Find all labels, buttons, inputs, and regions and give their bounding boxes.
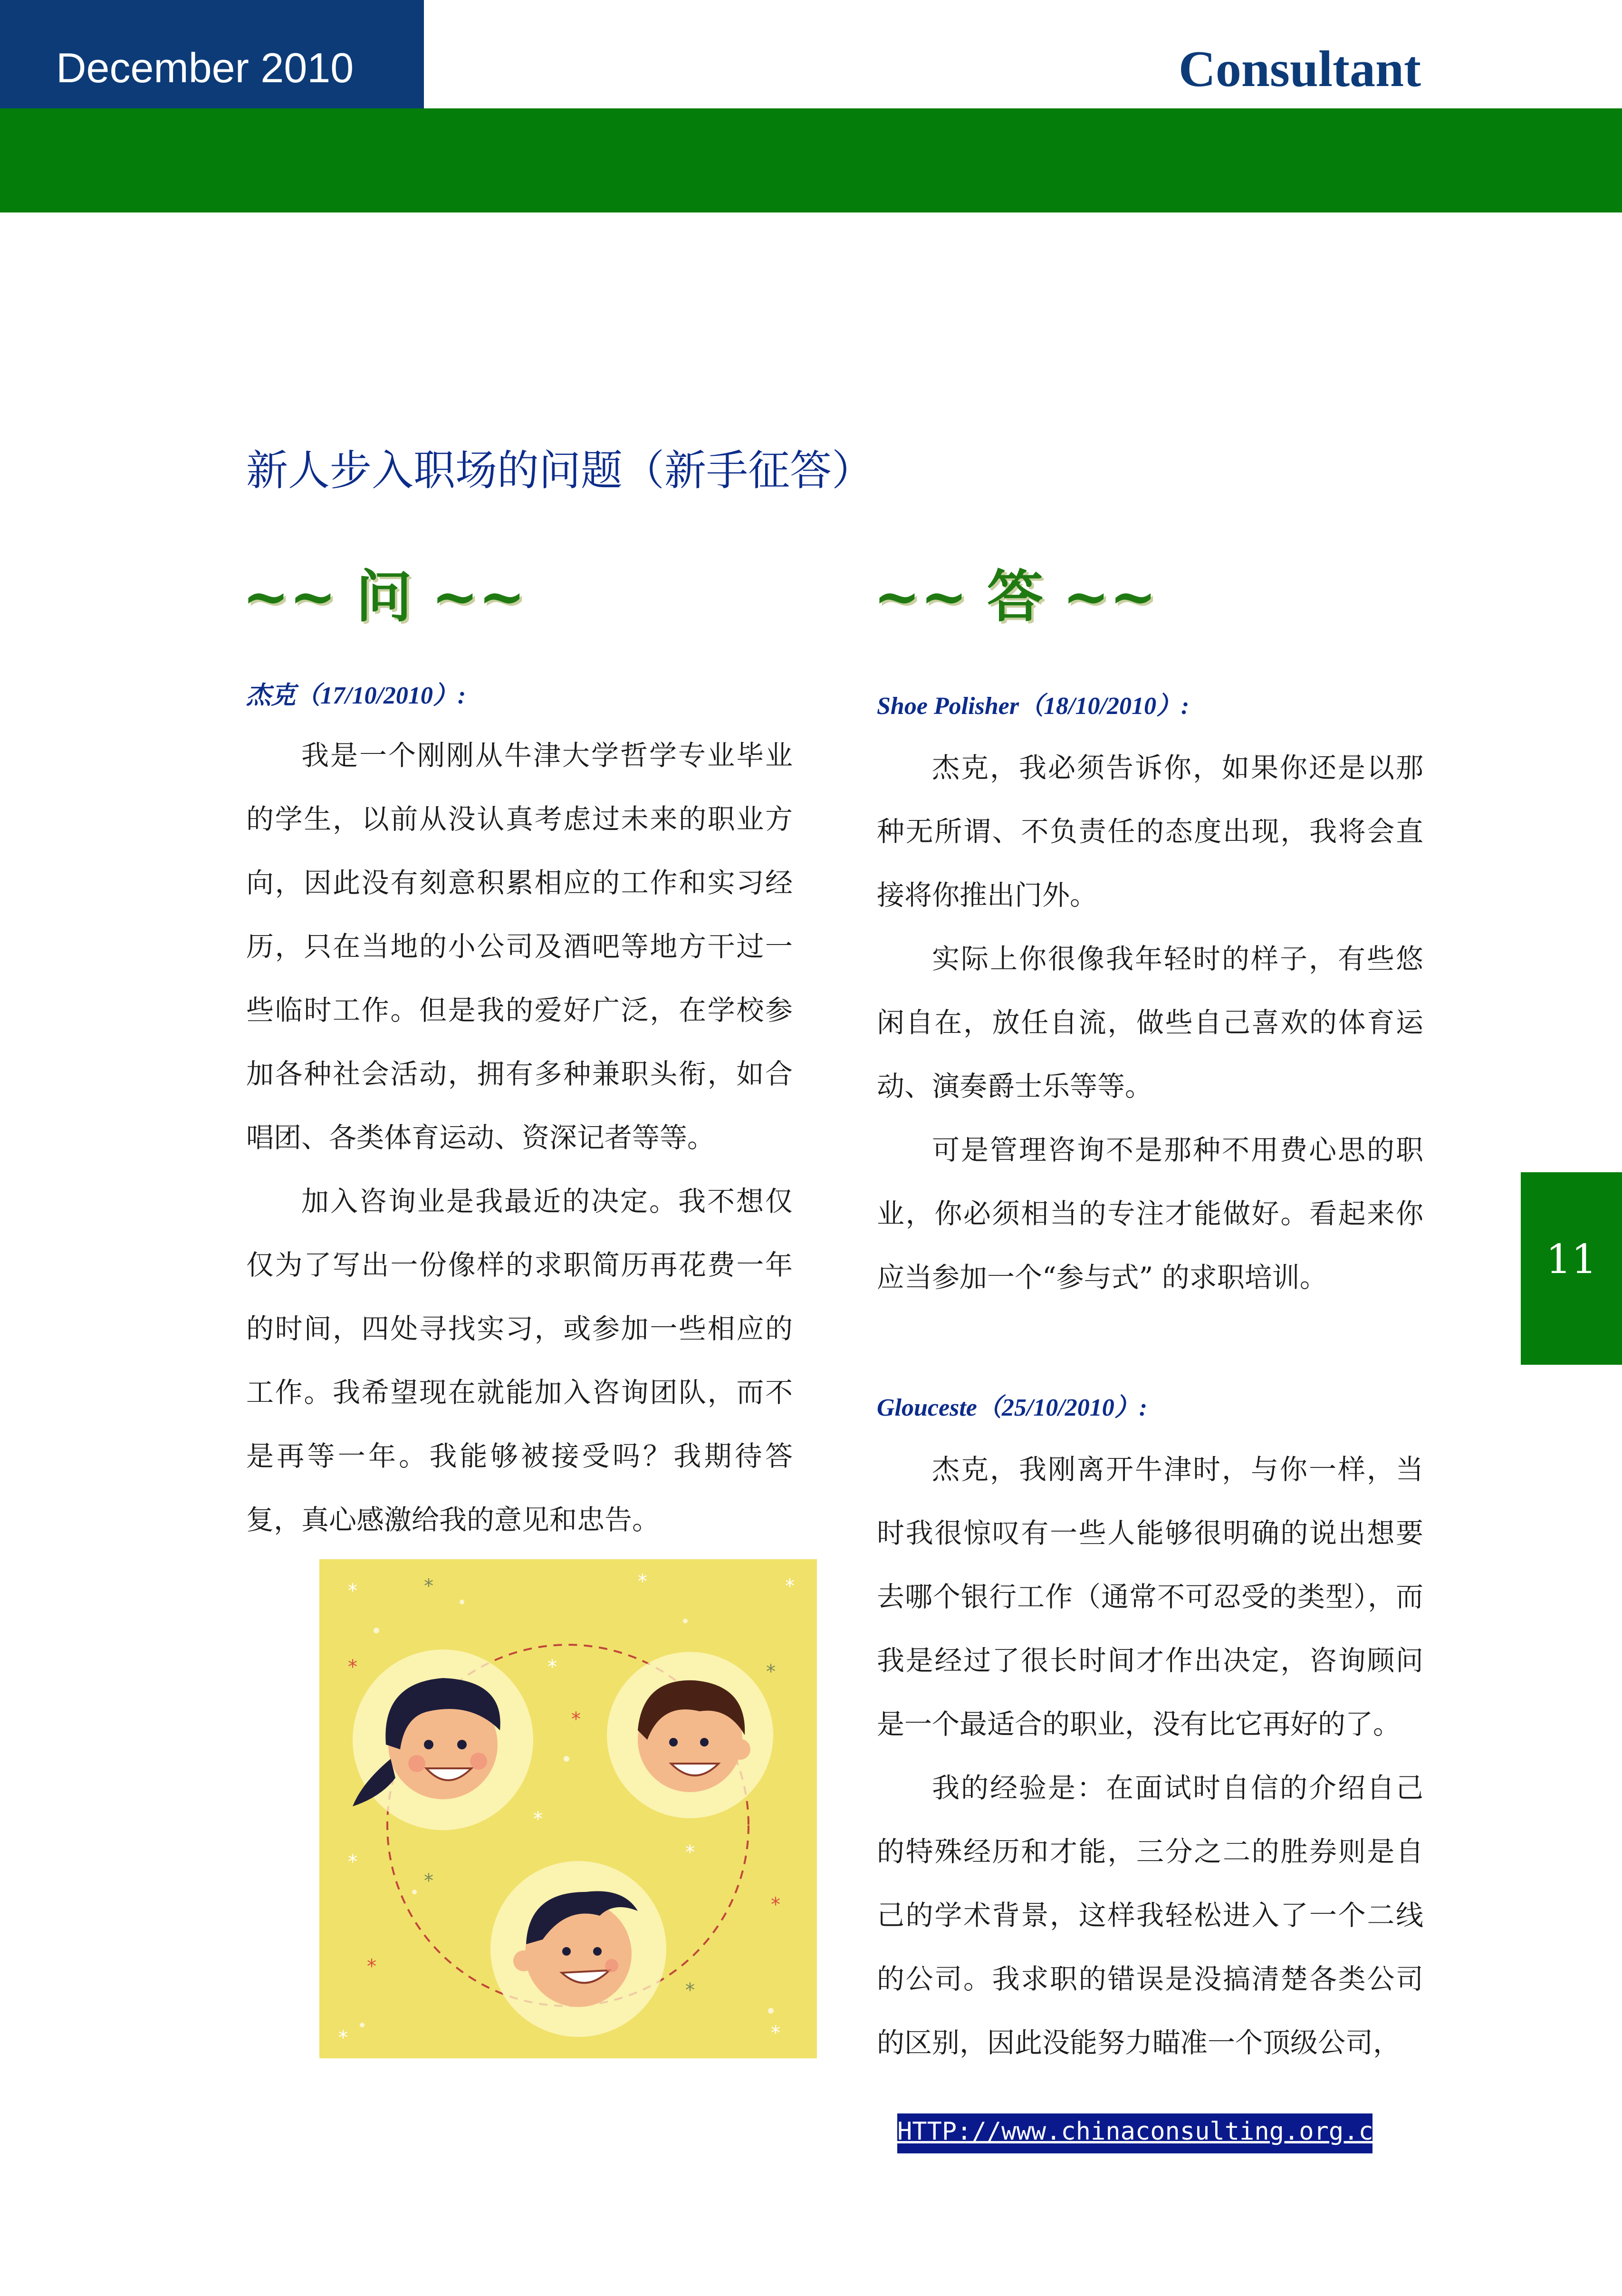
- svg-text:*: *: [571, 1708, 581, 1730]
- svg-text:*: *: [348, 1656, 357, 1678]
- svg-text:*: *: [338, 2027, 348, 2049]
- question-heading: ~~ 问 ~~: [242, 563, 526, 629]
- svg-text:*: *: [547, 1656, 557, 1678]
- answer-paragraph: 杰克，我刚离开牛津时，与你一样，当时我很惊叹有一些人能够很明确的说出想要去哪个银行工作（通常不可忍受的类型），而我是经过了很长时间才作出决定，咨询顾问是一个最适合的职业，没有比它再好的了。: [877, 1453, 1423, 1740]
- svg-text:*: *: [685, 1979, 695, 2001]
- svg-text:*: *: [785, 1575, 795, 1597]
- svg-text:*: *: [771, 1894, 780, 1916]
- header-date: December 2010: [56, 44, 354, 91]
- question-body: [246, 724, 793, 1552]
- svg-text:*: *: [533, 1808, 543, 1830]
- svg-text:*: *: [771, 2022, 780, 2044]
- svg-text:*: *: [766, 1661, 776, 1683]
- svg-text:*: *: [348, 1851, 357, 1873]
- answer-author: Shoe Polisher（18/10/2010）:: [877, 693, 1190, 720]
- answer-author: Glouceste（25/10/2010）:: [877, 1394, 1148, 1421]
- answer-heading: ~~ 答 ~~: [873, 563, 1157, 629]
- svg-text:*: *: [424, 1870, 433, 1892]
- footer-url-link[interactable]: HTTP://www.chinaconsulting.org.cn: [897, 2117, 1389, 2146]
- page-number: 11: [1546, 1236, 1597, 1283]
- answer-paragraph: 杰克，我必须告诉你，如果你还是以那种无所谓、不负责任的态度出现，我将会直接将你推出门外。: [877, 752, 1423, 911]
- question-paragraph: 加入咨询业是我最近的决定。我不想仅仅为了写出一份像样的求职简历再花费一年的时间，四处寻找实习，或参加一些相应的工作。我希望现在就能加入咨询团队，而不是再等一年。我能够被接受吗？我期待答复，真心感激给我的意见和忠告。: [246, 1185, 793, 1536]
- svg-text:*: *: [424, 1575, 433, 1597]
- header-brand: Consultant: [1178, 41, 1421, 97]
- three-smiling-faces-illustration: [319, 1559, 817, 2058]
- header-green-band: [0, 108, 1622, 212]
- answer-body: [877, 736, 1423, 1309]
- question-author: 杰克（17/10/2010）:: [246, 682, 466, 709]
- answer-paragraph: 实际上你很像我年轻时的样子，有些悠闲自在，放任自流，做些自己喜欢的体育运动、演奏爵士乐等等。: [877, 943, 1423, 1102]
- page-title: 新人步入职场的问题（新手征答）: [246, 446, 874, 495]
- answer-paragraph: 我的经验是：在面试时自信的介绍自己的特殊经历和才能，三分之二的胜券则是自己的学术背景，这样我轻松进入了一个二线的公司。我求职的错误是没搞清楚各类公司的区别，因此没能努力瞄准一个顶级公司，: [877, 1772, 1423, 2059]
- answer-body: [877, 1437, 1423, 2074]
- answer-paragraph: 可是管理咨询不是那种不用费心思的职业，你必须相当的专注才能做好。看起来你应当参加一个“参与式” 的求职培训。: [877, 1134, 1423, 1293]
- svg-text:*: *: [367, 1956, 376, 1978]
- svg-text:*: *: [638, 1571, 647, 1592]
- question-paragraph: 我是一个刚刚从牛津大学哲学专业毕业的学生，以前从没认真考虑过未来的职业方向，因此没有刻意积累相应的工作和实习经历，只在当地的小公司及酒吧等地方干过一些临时工作。但是我的爱好广泛，在学校参加各种社会活动，拥有多种兼职头衔，如合唱团、各类体育运动、资深记者等等。: [246, 739, 793, 1154]
- svg-text:*: *: [348, 1580, 357, 1602]
- svg-text:*: *: [685, 1842, 695, 1863]
